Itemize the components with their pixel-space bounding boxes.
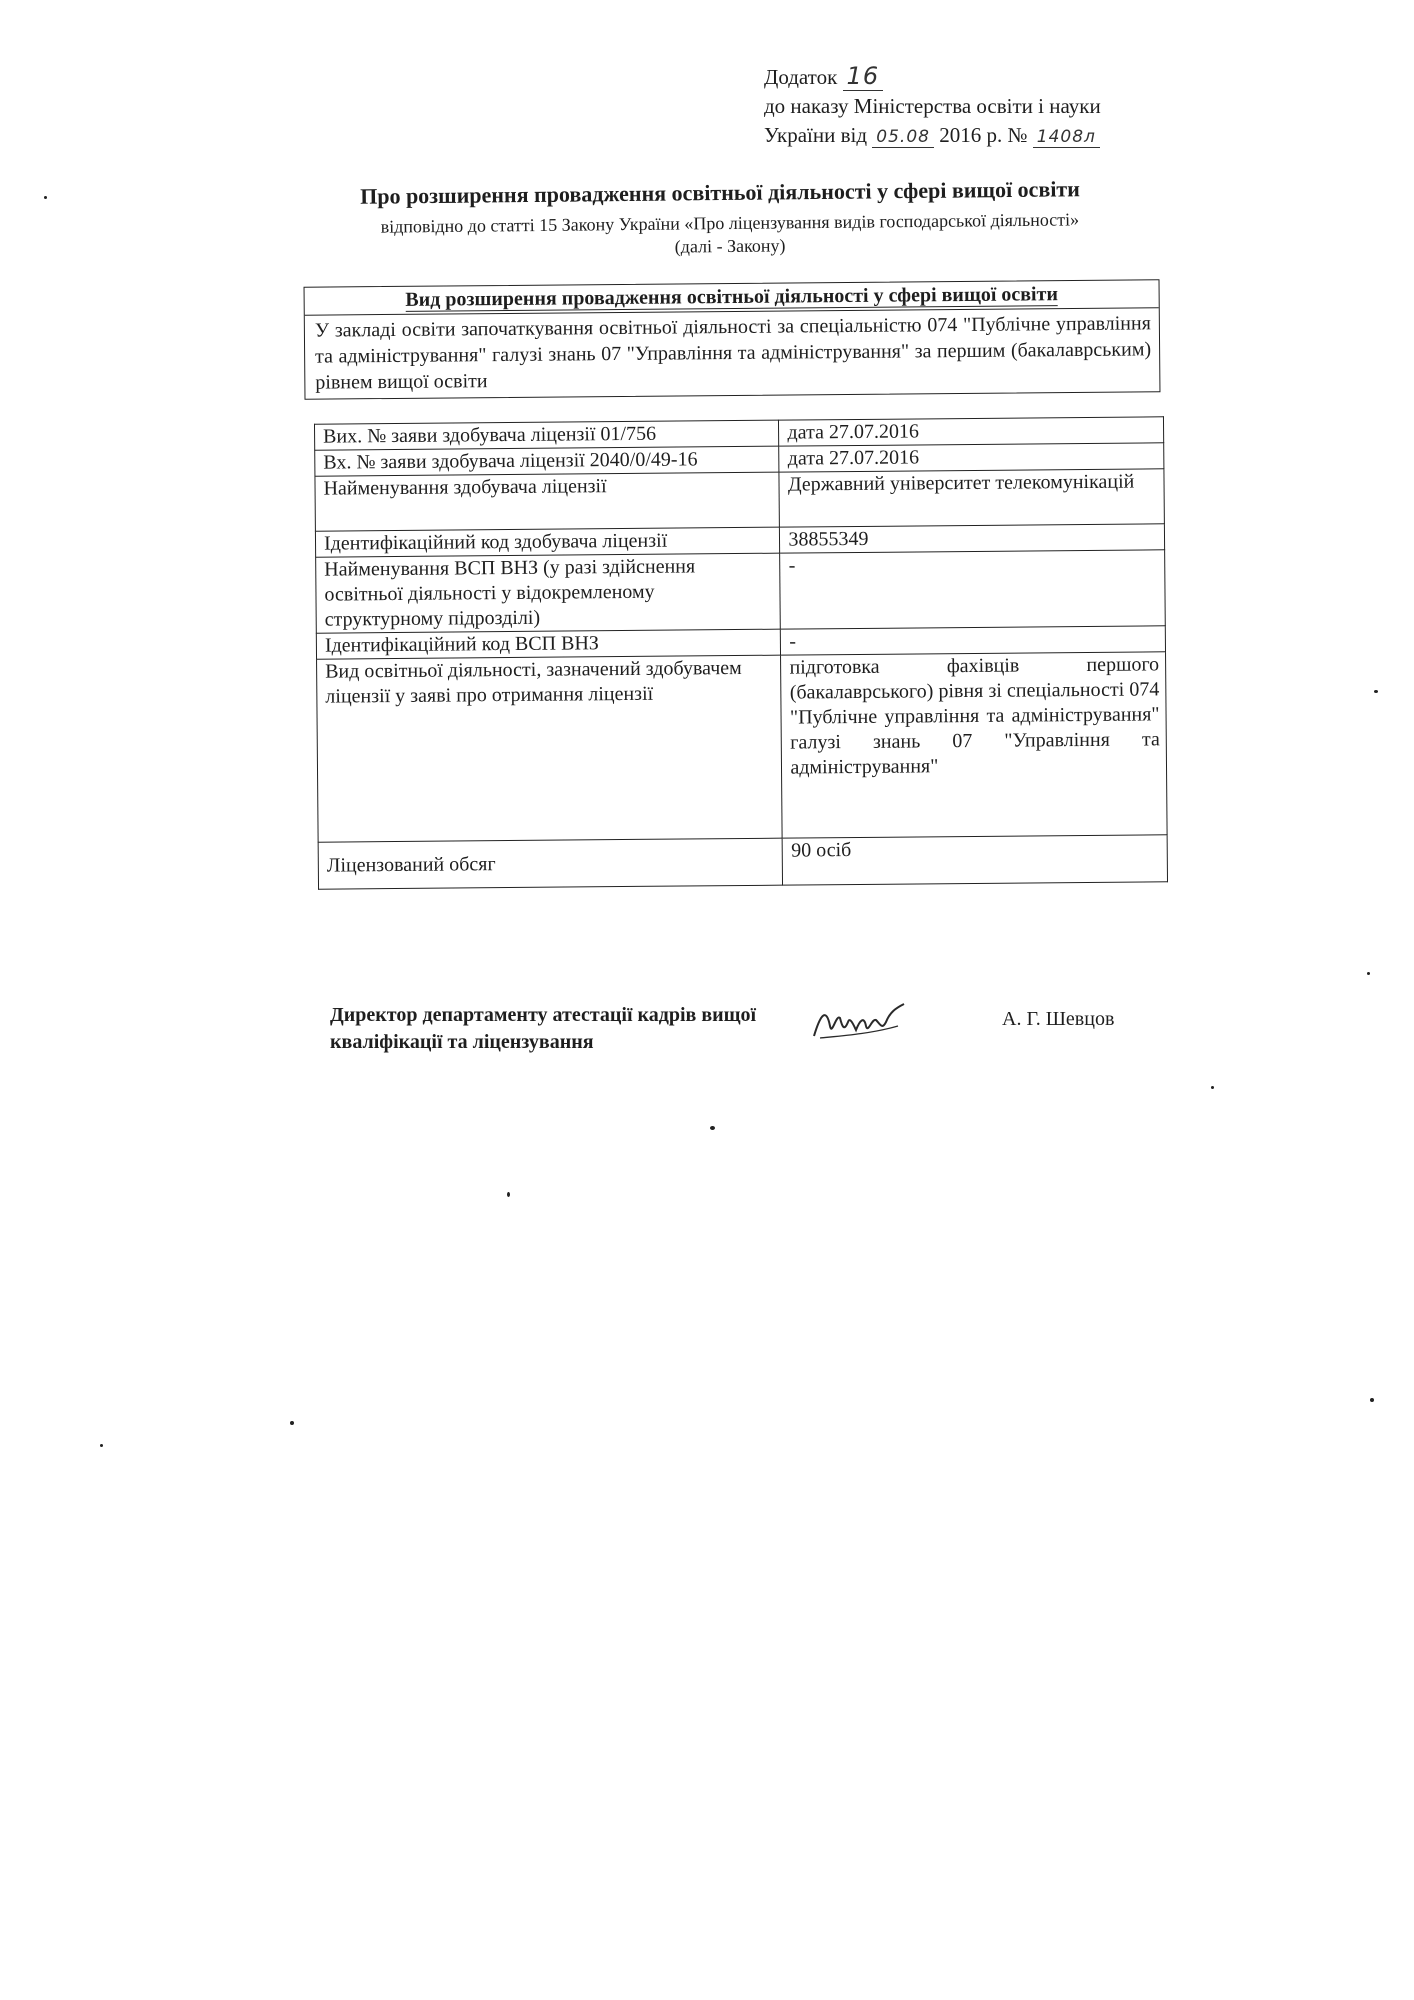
appendix-line-1 xyxy=(764,62,1101,92)
scan-speck xyxy=(100,1444,103,1447)
row-value: Державний університет телекомунікацій xyxy=(779,469,1164,527)
row-value: дата 27.07.2016 xyxy=(779,443,1164,472)
row-value: підготовка фахівців першого (бакалаврського) рівня зі спеціальності 074 "Публічне управління та адміністрування" галузі знань 07 "Управління та адміністрування" xyxy=(781,652,1167,838)
appendix-line-2: до наказу Міністерства освіти і науки xyxy=(764,94,1101,118)
table-row xyxy=(316,550,1166,633)
table-row xyxy=(318,835,1167,889)
appendix-label: Додаток xyxy=(764,65,838,89)
appendix-number: 16 xyxy=(843,62,884,91)
row-value: 38855349 xyxy=(780,524,1165,553)
extension-type-header-text: Вид розширення провадження освітньої діяльності у сфері вищої освіти xyxy=(405,283,1059,311)
table-row xyxy=(315,469,1164,531)
document-title: Про розширення провадження освітньої діяльності у сфері вищої освіти xyxy=(360,176,1080,209)
row-value: - xyxy=(780,550,1165,629)
row-label: Ідентифікаційний код здобувача ліцензії xyxy=(315,527,780,557)
row-label: Ліцензований обсяг xyxy=(318,838,783,889)
scan-speck xyxy=(507,1192,510,1197)
row-value: дата 27.07.2016 xyxy=(779,417,1164,446)
handwritten-signature-icon xyxy=(810,996,910,1046)
row-label: Найменування ВСП ВНЗ (у разі здійснення освітньої діяльності у відокремленому структурному підрозділі) xyxy=(316,553,781,633)
extension-type-box xyxy=(304,279,1161,399)
table-row xyxy=(317,652,1168,842)
row-label: Найменування здобувача ліцензії xyxy=(315,472,780,531)
signatory-position: Директор департаменту атестації кадрів вищої кваліфікації та ліцензування xyxy=(330,1004,757,1053)
license-table xyxy=(314,416,1168,889)
order-date: 05.08 xyxy=(872,127,934,148)
scan-speck xyxy=(1374,690,1378,693)
row-value: 90 осіб xyxy=(783,835,1168,885)
appendix-line3-prefix: України від xyxy=(764,123,868,147)
extension-type-text: У закладі освіти започаткування освітньої діяльності за спеціальністю 074 "Публічне управління та адміністрування" галузі знань 07 "Управління та адміністрування" за першим (бакалаврським) рівнем вищої освіти xyxy=(314,312,1152,394)
scan-speck xyxy=(1370,1398,1374,1402)
document-subtitle: відповідно до статті 15 Закону України «Про ліцензування видів господарської діяльності» (далі - Закону) xyxy=(380,209,1080,257)
appendix-block xyxy=(764,62,1101,152)
scan-speck xyxy=(290,1421,294,1425)
signatory-name: А. Г. Шевцов xyxy=(1002,1008,1115,1030)
scan-speck xyxy=(710,1126,715,1130)
row-label: Вих. № заяви здобувача ліцензії 01/756 xyxy=(314,420,779,450)
row-label: Вх. № заяви здобувача ліцензії 2040/0/49-16 xyxy=(315,446,780,476)
appendix-line-3 xyxy=(764,121,1101,152)
scan-speck xyxy=(1367,972,1370,975)
order-year: 2016 р. № xyxy=(939,123,1028,147)
row-label: Вид освітньої діяльності, зазначений здобувачем ліцензії у заяві про отримання ліцензії xyxy=(317,655,783,842)
row-value: - xyxy=(781,626,1166,655)
scan-speck xyxy=(44,196,47,199)
order-number: 1408л xyxy=(1033,127,1100,148)
row-label: Ідентифікаційний код ВСП ВНЗ xyxy=(316,629,781,659)
scan-speck xyxy=(1211,1086,1214,1089)
